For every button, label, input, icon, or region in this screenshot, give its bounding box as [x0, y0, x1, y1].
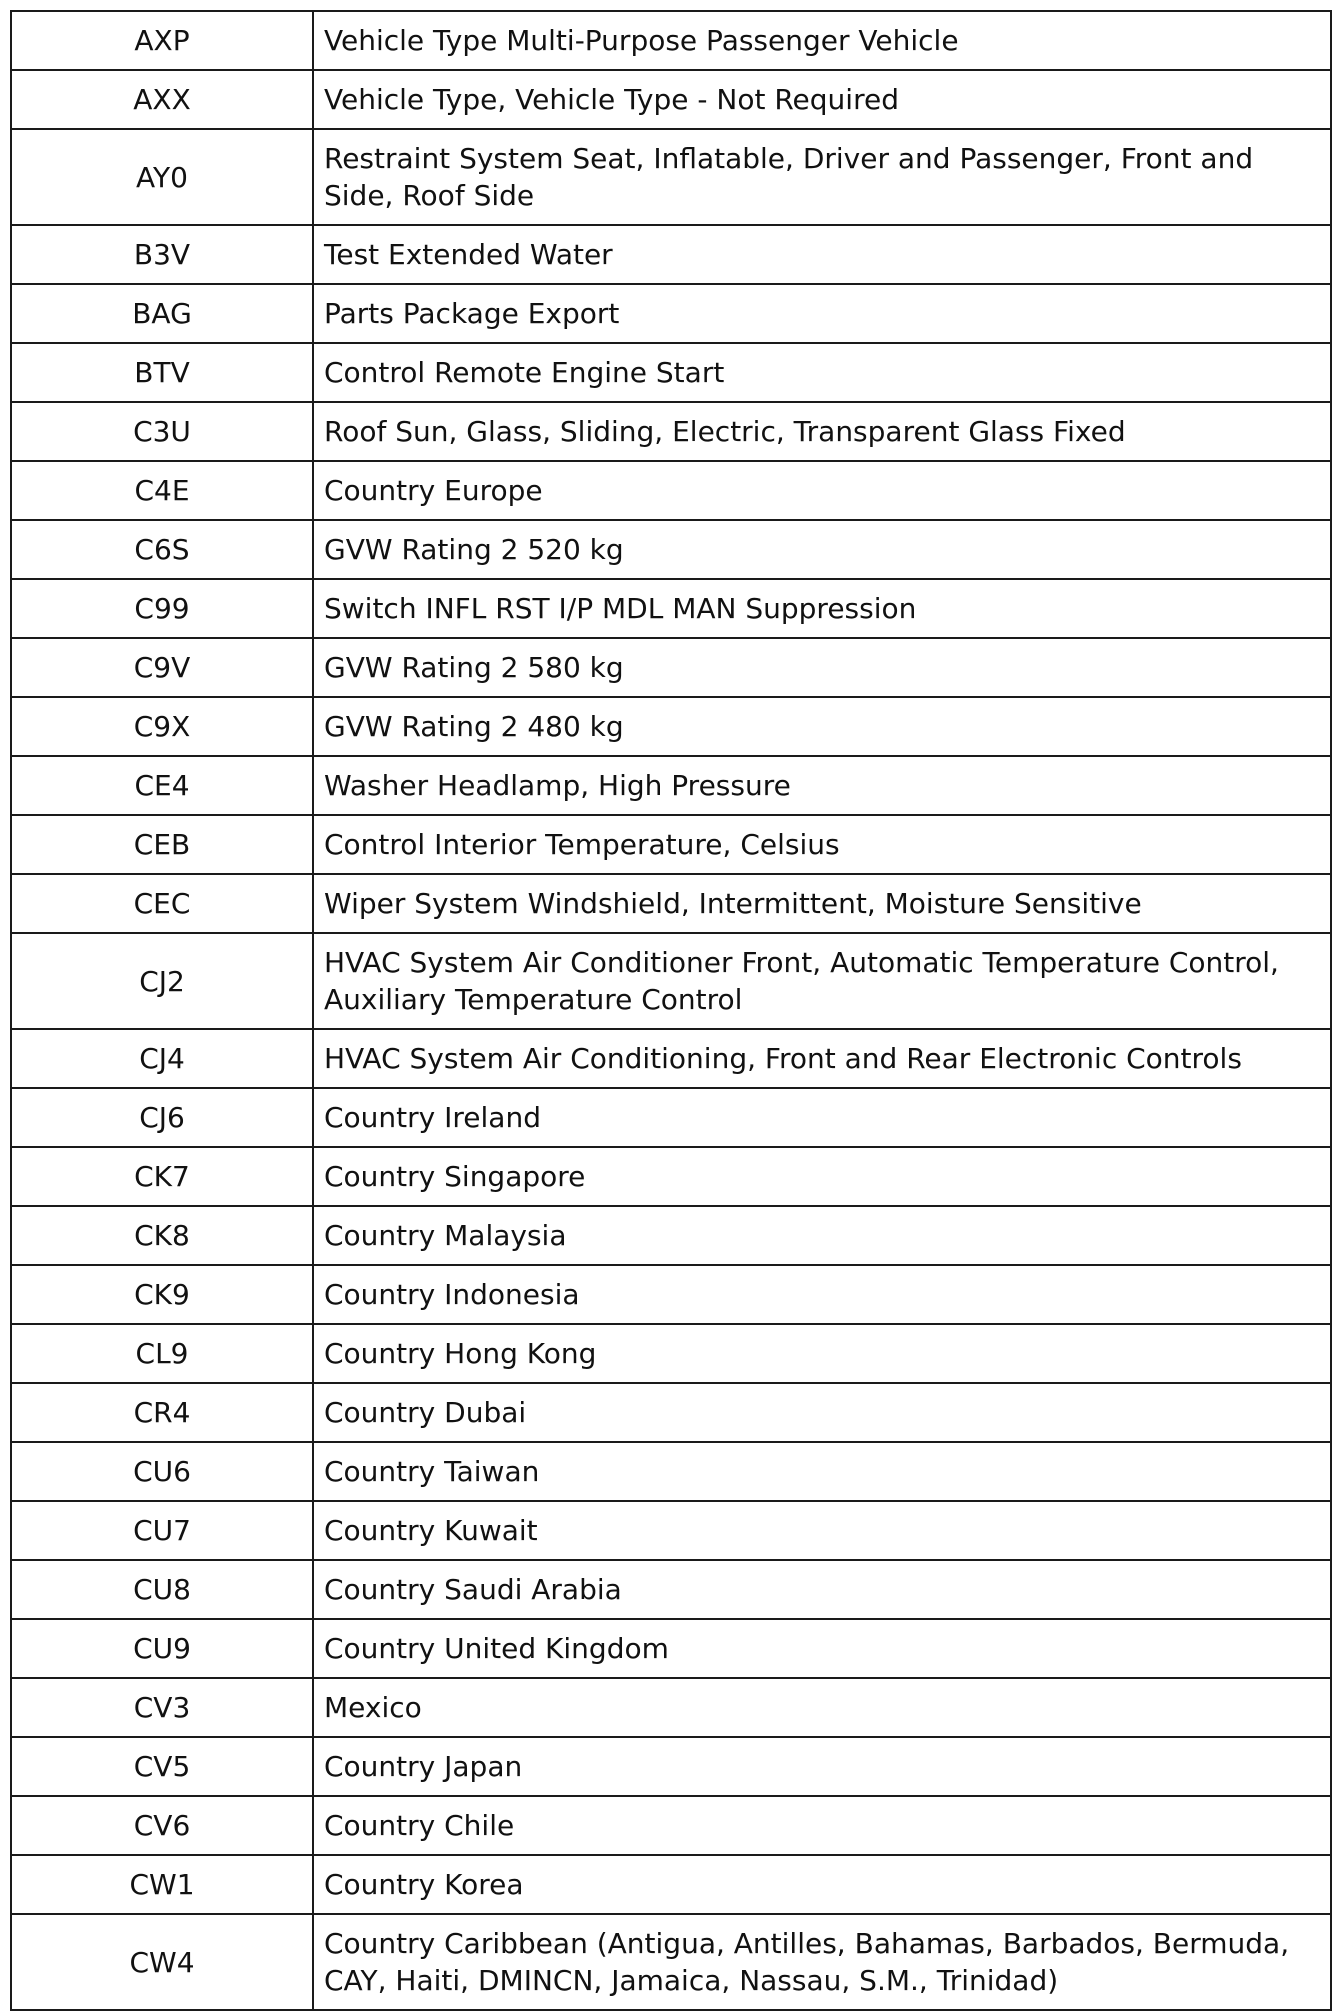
option-code: CU6 — [11, 1442, 313, 1501]
table-row — [11, 933, 1331, 1029]
table-row — [11, 1324, 1331, 1383]
option-description: Parts Package Export — [313, 284, 1331, 343]
option-code: CU8 — [11, 1560, 313, 1619]
option-code: CK9 — [11, 1265, 313, 1324]
table-row — [11, 1501, 1331, 1560]
table-row — [11, 402, 1331, 461]
option-description: Country Japan — [313, 1737, 1331, 1796]
option-code: CE4 — [11, 756, 313, 815]
option-code: CW1 — [11, 1855, 313, 1914]
table-row — [11, 1855, 1331, 1914]
option-description: Control Interior Temperature, Celsius — [313, 815, 1331, 874]
option-description: GVW Rating 2 580 kg — [313, 638, 1331, 697]
option-code: CJ4 — [11, 1029, 313, 1088]
option-code: BAG — [11, 284, 313, 343]
option-description: Country Singapore — [313, 1147, 1331, 1206]
option-code: B3V — [11, 225, 313, 284]
table-row — [11, 520, 1331, 579]
table-row — [11, 70, 1331, 129]
option-code: CK7 — [11, 1147, 313, 1206]
option-description: Country Kuwait — [313, 1501, 1331, 1560]
option-code: CW4 — [11, 1914, 313, 2010]
option-code: CEC — [11, 874, 313, 933]
option-code: CU7 — [11, 1501, 313, 1560]
option-description: Country Korea — [313, 1855, 1331, 1914]
table-row — [11, 343, 1331, 402]
option-description: Restraint System Seat, Inflatable, Driver and Passenger, Front and Side, Roof Side — [313, 129, 1331, 225]
option-description: Country Taiwan — [313, 1442, 1331, 1501]
option-code: CU9 — [11, 1619, 313, 1678]
option-code: CV5 — [11, 1737, 313, 1796]
table-row — [11, 638, 1331, 697]
option-code: CJ2 — [11, 933, 313, 1029]
option-code: C9X — [11, 697, 313, 756]
option-code: AXX — [11, 70, 313, 129]
option-description: Country Hong Kong — [313, 1324, 1331, 1383]
option-description: HVAC System Air Conditioner Front, Automatic Temperature Control, Auxiliary Temperature Control — [313, 933, 1331, 1029]
table-row — [11, 1029, 1331, 1088]
option-description: Country Malaysia — [313, 1206, 1331, 1265]
table-row — [11, 129, 1331, 225]
option-code: C99 — [11, 579, 313, 638]
option-description: Country Saudi Arabia — [313, 1560, 1331, 1619]
option-description: Test Extended Water — [313, 225, 1331, 284]
table-row — [11, 1619, 1331, 1678]
option-codes-table — [10, 10, 1332, 2011]
table-row — [11, 11, 1331, 70]
option-code: CV6 — [11, 1796, 313, 1855]
option-description: Country Chile — [313, 1796, 1331, 1855]
table-row — [11, 1678, 1331, 1737]
table-row — [11, 756, 1331, 815]
option-code: AY0 — [11, 129, 313, 225]
option-code: CEB — [11, 815, 313, 874]
option-codes-sheet — [10, 10, 1332, 2011]
option-description: Switch INFL RST I/P MDL MAN Suppression — [313, 579, 1331, 638]
option-code: CR4 — [11, 1383, 313, 1442]
option-description: Country Europe — [313, 461, 1331, 520]
table-row — [11, 1206, 1331, 1265]
option-code: C4E — [11, 461, 313, 520]
option-description: Roof Sun, Glass, Sliding, Electric, Transparent Glass Fixed — [313, 402, 1331, 461]
option-description: Vehicle Type Multi-Purpose Passenger Vehicle — [313, 11, 1331, 70]
option-description: Wiper System Windshield, Intermittent, Moisture Sensitive — [313, 874, 1331, 933]
option-description: HVAC System Air Conditioning, Front and Rear Electronic Controls — [313, 1029, 1331, 1088]
table-row — [11, 1088, 1331, 1147]
table-row — [11, 225, 1331, 284]
option-description: Vehicle Type, Vehicle Type - Not Required — [313, 70, 1331, 129]
table-row — [11, 1914, 1331, 2010]
option-description: Washer Headlamp, High Pressure — [313, 756, 1331, 815]
option-description: GVW Rating 2 520 kg — [313, 520, 1331, 579]
table-row — [11, 1265, 1331, 1324]
option-description: GVW Rating 2 480 kg — [313, 697, 1331, 756]
option-code: C6S — [11, 520, 313, 579]
table-row — [11, 1560, 1331, 1619]
option-code: CL9 — [11, 1324, 313, 1383]
option-code: C3U — [11, 402, 313, 461]
option-code: BTV — [11, 343, 313, 402]
table-row — [11, 284, 1331, 343]
option-description: Country Dubai — [313, 1383, 1331, 1442]
option-description: Mexico — [313, 1678, 1331, 1737]
table-row — [11, 874, 1331, 933]
option-code: C9V — [11, 638, 313, 697]
option-description: Control Remote Engine Start — [313, 343, 1331, 402]
option-code: CJ6 — [11, 1088, 313, 1147]
option-code: CK8 — [11, 1206, 313, 1265]
table-row — [11, 1737, 1331, 1796]
option-description: Country Ireland — [313, 1088, 1331, 1147]
option-description: Country United Kingdom — [313, 1619, 1331, 1678]
table-row — [11, 1383, 1331, 1442]
option-description: Country Indonesia — [313, 1265, 1331, 1324]
table-row — [11, 461, 1331, 520]
table-row — [11, 815, 1331, 874]
option-code: AXP — [11, 11, 313, 70]
table-row — [11, 1147, 1331, 1206]
option-description: Country Caribbean (Antigua, Antilles, Bahamas, Barbados, Bermuda, CAY, Haiti, DMINCN, Jamaica, Nassau, S.M., Trinidad) — [313, 1914, 1331, 2010]
option-code: CV3 — [11, 1678, 313, 1737]
table-row — [11, 579, 1331, 638]
table-row — [11, 697, 1331, 756]
table-row — [11, 1796, 1331, 1855]
table-row — [11, 1442, 1331, 1501]
